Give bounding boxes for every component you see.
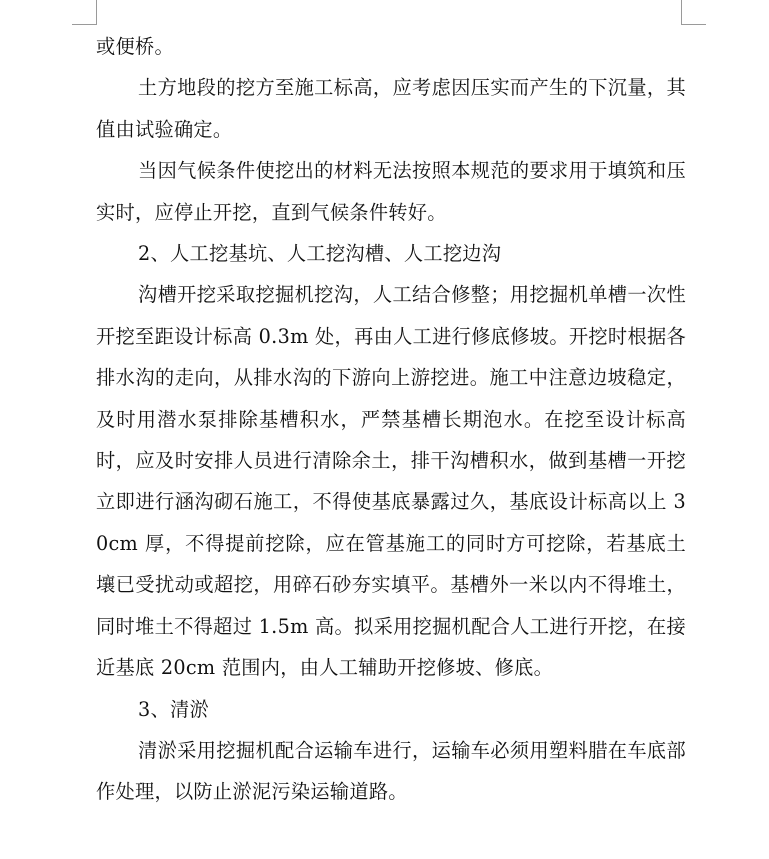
document-body bbox=[96, 26, 686, 813]
section-heading-manual-excavation: 2、人工挖基坑、人工挖沟槽、人工挖边沟 bbox=[138, 242, 502, 266]
paragraph-continuation: 或便桥。 bbox=[96, 35, 174, 58]
paragraph-dredging: 清淤采用挖掘机配合运输车进行，运输车必须用塑料腊在车底部作处理，以防止淤泥污染运输道路。 bbox=[96, 738, 686, 804]
paragraph-weather-conditions: 当因气候条件使挖出的材料无法按照本规范的要求用于填筑和压实时，应停止开挖，直到气候条件转好。 bbox=[96, 159, 686, 224]
paragraph-trench-excavation: 沟槽开挖采取挖掘机挖沟，人工结合修整；用挖掘机单槽一次性开挖至距设计标高 0.3m 处，再由人工进行修底修坡。开挖时根据各排水沟的走向，从排水沟的下游向上游挖进。施工中注意边坡稳定，及时用潜水泵排除基槽积水，严禁基槽长期泡水。在挖至设计标高时，应及时安排人员进行清除余土，排干沟槽积水，做到基槽一开挖立即进行涵沟砌石施工，不得使基底暴露过久，基底设计标高以上 30cm 厚，不得提前挖除，应在管基施工的同时方可挖除，若基底土壤已受扰动或超挖，用碎石砂夯实填平。基槽外一米以内不得堆土，同时堆土不得超过 1.5m 高。拟采用挖掘机配合人工进行开挖，在接近基底 20cm 范围内，由人工辅助开挖修坡、修底。 bbox=[96, 283, 686, 680]
page-corner-mark-left bbox=[72, 0, 97, 25]
page-corner-mark-right bbox=[681, 0, 706, 25]
section-heading-dredging: 3、清淤 bbox=[138, 697, 209, 721]
paragraph-excavation-elevation: 土方地段的挖方至施工标高，应考虑因压实而产生的下沉量，其值由试验确定。 bbox=[96, 76, 686, 141]
